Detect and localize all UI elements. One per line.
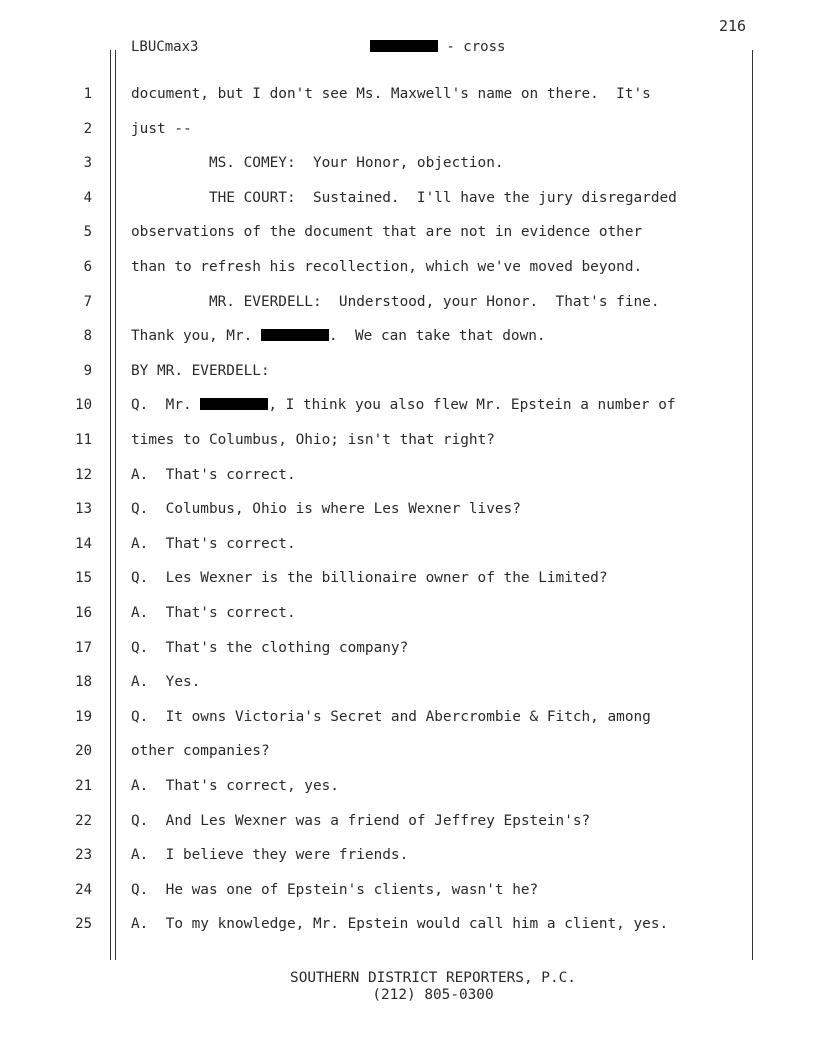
line-number: 16 xyxy=(75,605,92,621)
line-number: 13 xyxy=(75,501,92,517)
transcript-line: A. Yes. xyxy=(131,674,201,690)
redaction-block xyxy=(200,398,268,410)
line-number: 15 xyxy=(75,570,92,586)
transcript-line: MS. COMEY: Your Honor, objection. xyxy=(131,155,504,171)
transcript-line: A. That's correct. xyxy=(131,536,296,552)
line-text-after-redaction: . We can take that down. xyxy=(328,328,546,344)
transcript-line: A. To my knowledge, Mr. Epstein would call him a client, yes. xyxy=(131,916,669,932)
line-number: 5 xyxy=(83,224,92,240)
line-number: 3 xyxy=(83,155,92,171)
transcript-line: than to refresh his recollection, which we've moved beyond. xyxy=(131,259,643,275)
line-number: 24 xyxy=(75,882,92,898)
right-margin-rule xyxy=(752,50,753,960)
header-case-code: LBUCmax3 xyxy=(131,39,199,55)
line-number: 17 xyxy=(75,640,92,656)
line-text-after-redaction: , I think you also flew Mr. Epstein a number of xyxy=(268,397,676,413)
footer-reporter-name: SOUTHERN DISTRICT REPORTERS, P.C. xyxy=(290,970,576,986)
line-number: 25 xyxy=(75,916,92,932)
transcript-line: MR. EVERDELL: Understood, your Honor. That's fine. xyxy=(131,294,660,310)
transcript-line xyxy=(131,328,546,344)
header-witness xyxy=(370,39,505,55)
line-text-before-redaction: Q. Mr. xyxy=(131,397,201,413)
page-number: 216 xyxy=(719,17,747,35)
line-number: 8 xyxy=(83,328,92,344)
transcript-line: other companies? xyxy=(131,743,270,759)
line-number: 12 xyxy=(75,467,92,483)
line-number: 23 xyxy=(75,847,92,863)
left-margin-rule xyxy=(110,50,111,960)
line-number: 1 xyxy=(83,86,92,102)
transcript-line: Q. That's the clothing company? xyxy=(131,640,409,656)
transcript-line: A. That's correct. xyxy=(131,467,296,483)
transcript-line: A. That's correct, yes. xyxy=(131,778,339,794)
transcript-line: Q. It owns Victoria's Secret and Abercrombie & Fitch, among xyxy=(131,709,651,725)
line-number: 2 xyxy=(83,121,92,137)
transcript-line: A. I believe they were friends. xyxy=(131,847,409,863)
line-number: 9 xyxy=(83,363,92,379)
redaction-block xyxy=(370,40,438,52)
line-number: 11 xyxy=(75,432,92,448)
transcript-line: THE COURT: Sustained. I'll have the jury disregarded xyxy=(131,190,677,206)
header-exam-type: - cross xyxy=(438,39,506,55)
line-text-before-redaction: Thank you, Mr. xyxy=(131,328,261,344)
line-number: 21 xyxy=(75,778,92,794)
line-number: 18 xyxy=(75,674,92,690)
line-number: 7 xyxy=(83,294,92,310)
line-number: 19 xyxy=(75,709,92,725)
footer-phone: (212) 805-0300 xyxy=(372,987,494,1003)
transcript-line: A. That's correct. xyxy=(131,605,296,621)
transcript-line: just -- xyxy=(131,121,192,137)
line-number: 20 xyxy=(75,743,92,759)
transcript-line: Q. And Les Wexner was a friend of Jeffrey Epstein's? xyxy=(131,813,591,829)
transcript-line: Q. He was one of Epstein's clients, wasn't he? xyxy=(131,882,539,898)
transcript-line: document, but I don't see Ms. Maxwell's name on there. It's xyxy=(131,86,651,102)
line-number: 10 xyxy=(75,397,92,413)
line-number: 14 xyxy=(75,536,92,552)
line-number: 4 xyxy=(83,190,92,206)
transcript-line: Q. Les Wexner is the billionaire owner of the Limited? xyxy=(131,570,608,586)
transcript-line: Q. Columbus, Ohio is where Les Wexner lives? xyxy=(131,501,521,517)
redaction-block xyxy=(261,329,329,341)
transcript-line: observations of the document that are not in evidence other xyxy=(131,224,643,240)
line-number: 22 xyxy=(75,813,92,829)
transcript-line: times to Columbus, Ohio; isn't that right? xyxy=(131,432,495,448)
line-number: 6 xyxy=(83,259,92,275)
transcript-line xyxy=(131,397,676,413)
transcript-line: BY MR. EVERDELL: xyxy=(131,363,270,379)
left-margin-rule xyxy=(115,50,116,960)
